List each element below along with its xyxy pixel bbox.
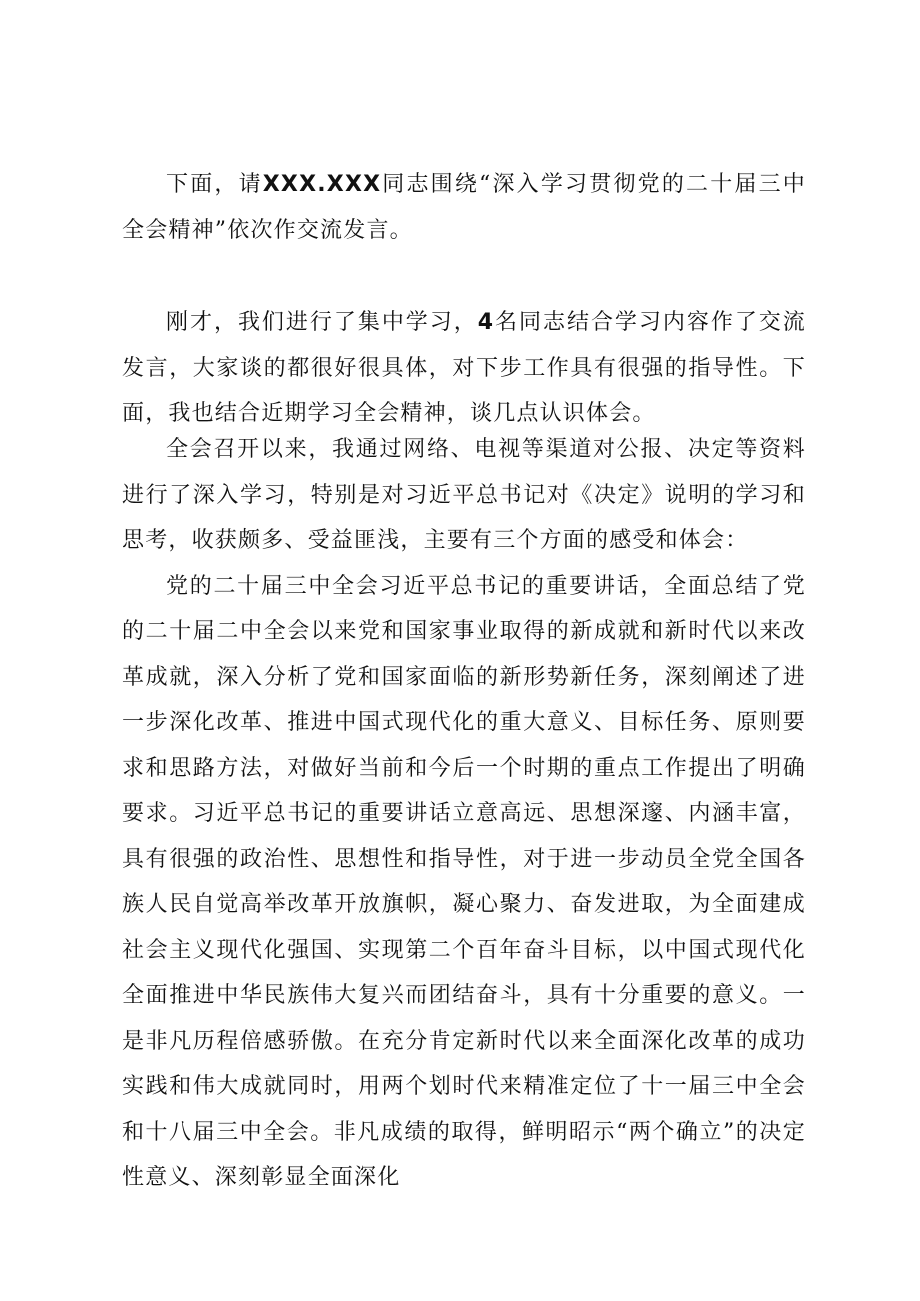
paragraph-1 bbox=[122, 162, 806, 253]
paragraph-2-pre: 刚才，我们进行了集中学习， bbox=[166, 310, 478, 335]
paragraph-1-post: 同志围绕“深入学习贯彻党的二十届三中全会精神”依次作交流发言。 bbox=[122, 172, 806, 243]
paragraph-2-post: 名同志结合学习内容作了交流发言，大家谈的都很好很具体，对下步工作具有很强的指导性。下面，我也结合近期学习全会精神，谈几点认识体会。 bbox=[122, 310, 806, 426]
summary-block bbox=[122, 300, 806, 437]
intro-block bbox=[122, 162, 806, 253]
paragraph-1-pre: 下面，请 bbox=[166, 172, 263, 197]
speaker-count: 4 bbox=[477, 310, 495, 335]
paragraph-2 bbox=[122, 300, 806, 437]
paragraph-3: 全会召开以来，我通过网络、电视等渠道对公报、决定等资料进行了深入学习，特别是对习近平总书记对《决定》说明的学习和思考，收获颇多、受益匪浅，主要有三个方面的感受和体会： bbox=[122, 437, 806, 553]
speaker-placeholder: XXX.XXX bbox=[262, 172, 382, 197]
paragraph-4: 党的二十届三中全会习近平总书记的重要讲话，全面总结了党的二十届二中全会以来党和国家事业取得的新成就和新时代以来改革成就，深入分析了党和国家面临的新形势新任务，深刻阐述了进一步深化改革、推进中国式现代化的重大意义、目标任务、原则要求和思路方法，对做好当前和今后一个时期的重点工作提出了明确要求。习近平总书记的重要讲话立意高远、思想深邃、内涵丰富，具有很强的政治性、思想性和指导性，对于进一步动员全党全国各族人民自觉高举改革开放旗帜，凝心聚力、奋发进取，为全面建成社会主义现代化强国、实现第二个百年奋斗目标，以中国式现代化全面推进中华民族伟大复兴而团结奋斗，具有十分重要的意义。一是非凡历程倍感骄傲。在充分肯定新时代以来全面深化改革的成功实践和伟大成就同时，用两个划时代来精准定位了十一届三中全会和十八届三中全会。非凡成绩的取得，鲜明昭示“两个确立”的决定性意义、深刻彰显全面深化 bbox=[122, 573, 806, 1190]
body-block bbox=[122, 427, 806, 1201]
